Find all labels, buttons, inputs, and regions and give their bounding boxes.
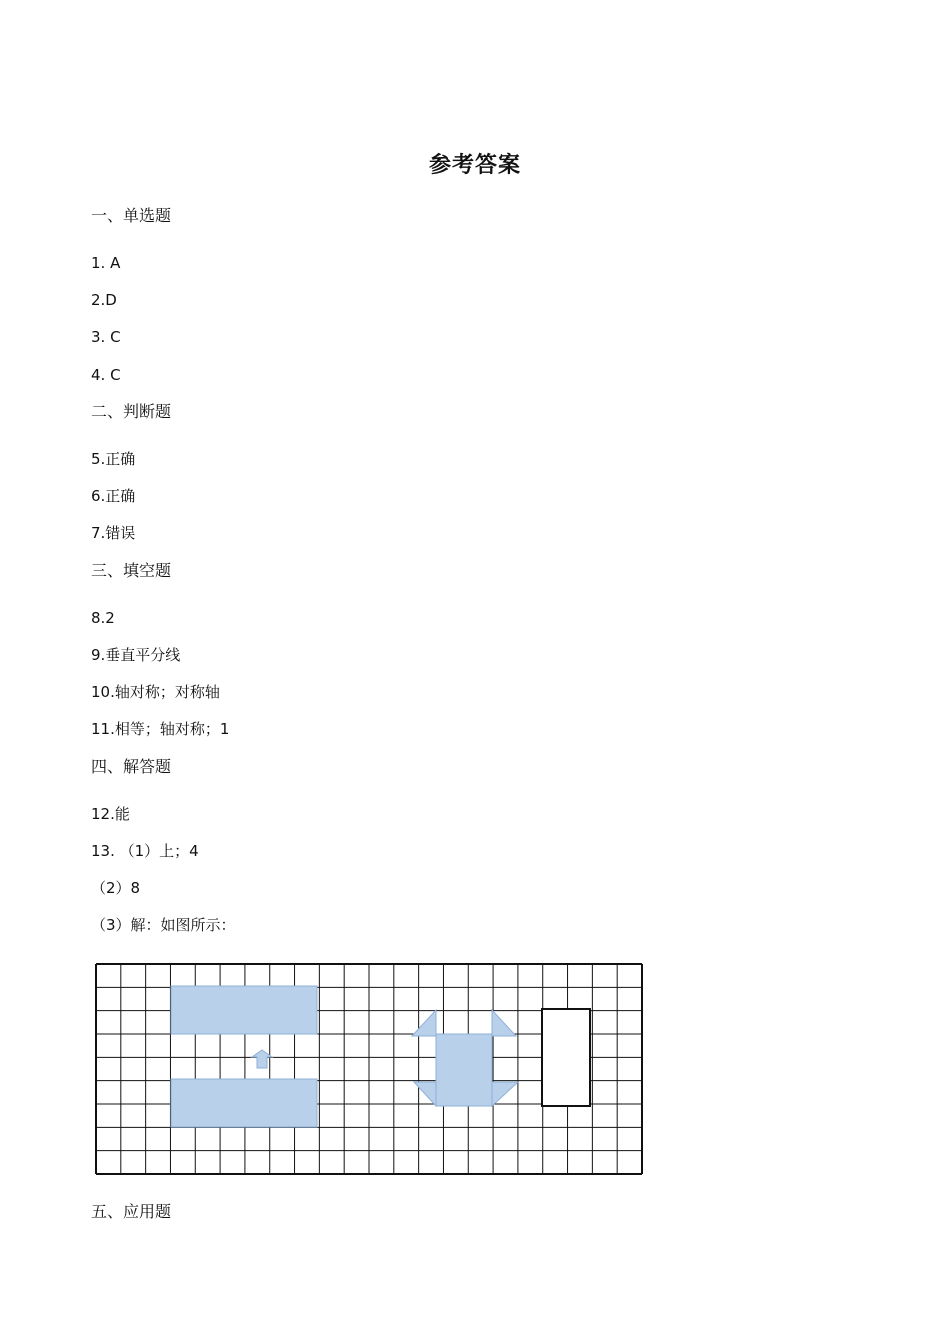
grid-answer-figure bbox=[94, 962, 644, 1178]
triangle-top-left bbox=[412, 1010, 436, 1036]
answer-line: 13. （1）上；4 bbox=[91, 842, 199, 860]
answer-line: 4. C bbox=[91, 366, 121, 384]
answer-line: 9.垂直平分线 bbox=[91, 646, 181, 664]
answer-line: 3. C bbox=[91, 328, 121, 346]
section-heading-single-choice: 一、单选题 bbox=[91, 206, 172, 225]
answer-line: 5.正确 bbox=[91, 450, 136, 468]
section-heading-true-false: 二、判断题 bbox=[91, 402, 172, 421]
answer-line: 12.能 bbox=[91, 805, 130, 823]
answer-line: 8.2 bbox=[91, 609, 115, 627]
triangle-bottom-right bbox=[492, 1082, 518, 1106]
answer-line: （3）解：如图所示： bbox=[91, 916, 236, 934]
answer-line: 2.D bbox=[91, 291, 117, 309]
triangle-bottom-left bbox=[414, 1082, 436, 1106]
answer-line: 11.相等；轴对称；1 bbox=[91, 720, 230, 738]
answer-line: 10.轴对称；对称轴 bbox=[91, 683, 220, 701]
shaded-rectangle-bottom bbox=[171, 1079, 317, 1127]
section-heading-fill-blank: 三、填空题 bbox=[91, 561, 172, 580]
triangle-top-right bbox=[492, 1010, 516, 1036]
section-heading-application: 五、应用题 bbox=[91, 1202, 172, 1221]
answer-line: 6.正确 bbox=[91, 487, 136, 505]
answer-line: 1. A bbox=[91, 254, 121, 272]
answer-line: 7.错误 bbox=[91, 524, 136, 542]
shaded-square-center bbox=[436, 1034, 492, 1106]
shaded-rectangle-top bbox=[171, 986, 317, 1034]
answer-line: （2）8 bbox=[91, 879, 141, 897]
outlined-rectangle bbox=[542, 1009, 590, 1106]
page-title: 参考答案 bbox=[428, 153, 521, 178]
section-heading-solutions: 四、解答题 bbox=[91, 757, 172, 776]
small-arrow-shape bbox=[252, 1050, 272, 1068]
